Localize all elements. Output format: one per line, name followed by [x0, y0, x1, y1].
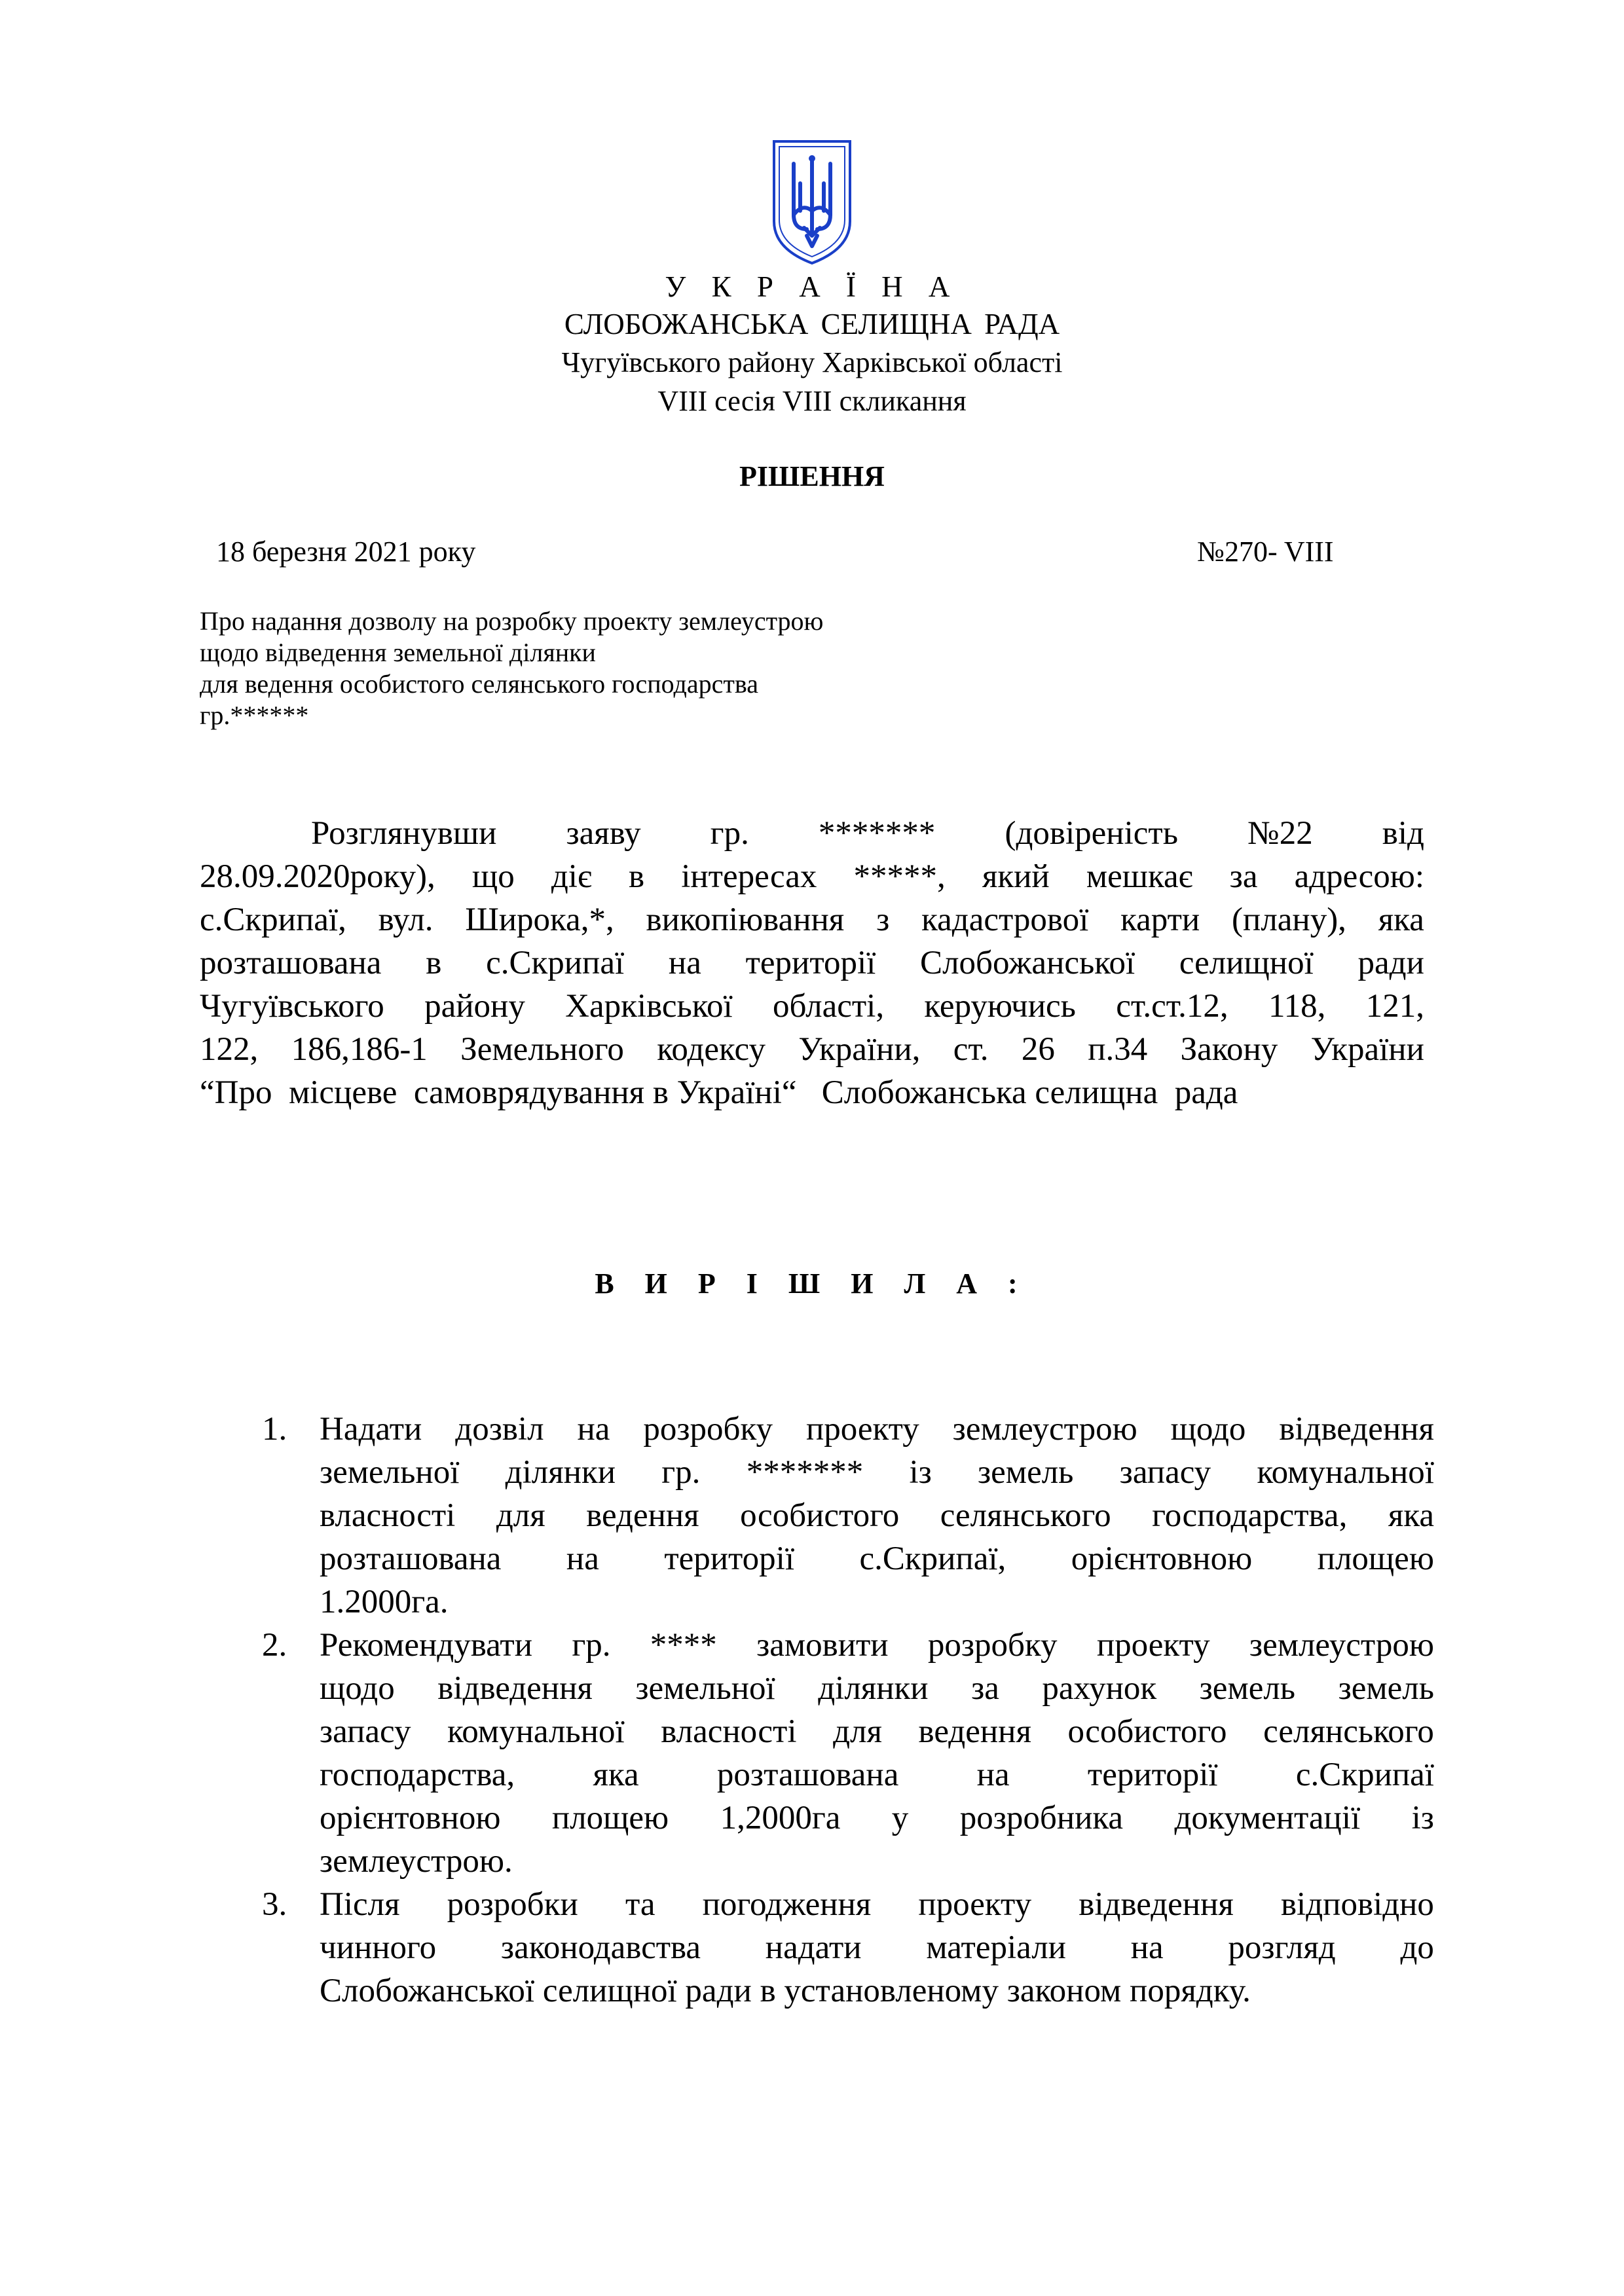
word: власності	[320, 1497, 456, 1534]
word: Харківської	[565, 988, 733, 1025]
word: розробку	[927, 1627, 1058, 1664]
word: відповідно	[1280, 1886, 1434, 1923]
list-item	[262, 1624, 1434, 1883]
word: за	[1229, 858, 1258, 895]
word: щодо	[320, 1670, 395, 1707]
word: 122,	[200, 1031, 259, 1068]
word: площею	[1317, 1540, 1434, 1577]
district-name: Чугуївського району Харківської області	[561, 346, 1063, 378]
word: для	[496, 1497, 545, 1534]
word: в	[426, 945, 442, 981]
word: погодження	[702, 1886, 872, 1923]
country-name: У К Р А Ї Н А	[665, 270, 959, 303]
word: заяву	[566, 815, 641, 852]
word: (довіреність	[1005, 815, 1178, 852]
word: Широка,*,	[465, 902, 614, 938]
word: розташована	[200, 945, 382, 981]
word: с.Скрипаї,	[200, 902, 346, 938]
word: проекту	[918, 1886, 1032, 1923]
word: кадастрової	[921, 902, 1089, 938]
word: комунальної	[1257, 1454, 1434, 1491]
word: земельної	[635, 1670, 775, 1707]
session-info: VIII сесія VIII скликання	[657, 385, 967, 417]
word: із	[909, 1454, 932, 1491]
word: законодавства	[500, 1929, 701, 1966]
word: до	[1400, 1929, 1434, 1966]
word: викопіювання	[646, 902, 845, 938]
word: *******	[746, 1454, 864, 1491]
word: надати	[765, 1929, 862, 1966]
word: ділянки	[818, 1670, 929, 1707]
word: проекту	[1096, 1627, 1210, 1664]
word: мешкає	[1086, 858, 1193, 895]
word: на	[577, 1411, 610, 1448]
word: замовити	[756, 1627, 889, 1664]
word: яка	[1388, 1497, 1434, 1534]
item-line: 1.2000га.	[320, 1584, 449, 1620]
word: щодо	[1170, 1411, 1246, 1448]
subject-line: для ведення особистого селянського господарства	[200, 669, 758, 699]
word: комунальної	[447, 1713, 625, 1750]
item-line	[320, 1494, 1434, 1537]
word: 121,	[1365, 988, 1424, 1025]
item-line	[320, 1667, 1434, 1710]
word: гр.	[572, 1627, 611, 1664]
word: із	[1411, 1800, 1434, 1836]
word: за	[971, 1670, 999, 1707]
word: України	[1310, 1031, 1424, 1068]
preamble-line	[200, 1028, 1424, 1071]
decision-date: 18 березня 2021 року	[216, 536, 476, 568]
word: орієнтовною	[1071, 1540, 1253, 1577]
word: землеустрою	[952, 1411, 1137, 1448]
preamble-line	[200, 812, 1424, 855]
word: діє	[551, 858, 592, 895]
word: власності	[661, 1713, 797, 1750]
word: на	[1130, 1929, 1164, 1966]
item-number: 1.	[262, 1411, 287, 1448]
item-line	[320, 1753, 1434, 1796]
word: с.Скрипаї	[1295, 1757, 1434, 1793]
preamble-paragraph	[200, 812, 1424, 1114]
word: ст.ст.12,	[1116, 988, 1228, 1025]
word: у	[891, 1800, 909, 1836]
word: земель	[1199, 1670, 1296, 1707]
word: території	[664, 1540, 794, 1577]
word: *******	[818, 815, 936, 852]
word: 1,2000га	[720, 1800, 841, 1836]
resolved-heading: В И Р І Ш И Л А :	[595, 1267, 1029, 1300]
word: ведення	[918, 1713, 1031, 1750]
decision-items-list	[262, 1408, 1434, 2013]
item-line: Слобожанської селищної ради в установленому законом порядку.	[320, 1973, 1251, 2009]
word: Закону	[1180, 1031, 1278, 1068]
list-item	[262, 1408, 1434, 1624]
decision-subject	[200, 606, 986, 731]
word: вул.	[378, 902, 434, 938]
word: карти	[1120, 902, 1200, 938]
preamble-line	[200, 985, 1424, 1028]
item-line	[320, 1624, 1434, 1667]
word: особистого	[740, 1497, 900, 1534]
item-line: землеустрою.	[320, 1843, 513, 1880]
word: від	[1382, 815, 1424, 852]
word: розробки	[447, 1886, 578, 1923]
word: в	[628, 858, 645, 895]
word: Слобожанської	[920, 945, 1135, 981]
word: адресою:	[1294, 858, 1424, 895]
word: розробку	[643, 1411, 773, 1448]
word: керуючись	[924, 988, 1076, 1025]
word: чинного	[320, 1929, 437, 1966]
council-name: СЛОБОЖАНСЬКА СЕЛИЩНА РАДА	[564, 308, 1060, 340]
word: проекту	[805, 1411, 919, 1448]
word: селищної	[1179, 945, 1314, 981]
preamble-line: “Про місцеве самоврядування в Україні“ Слобожанська селищна рада	[200, 1074, 1238, 1111]
word: Після	[320, 1886, 400, 1923]
word: інтересах	[681, 858, 817, 895]
word: рахунок	[1042, 1670, 1157, 1707]
word: селянського	[940, 1497, 1111, 1534]
ukraine-trident-emblem-icon	[770, 137, 854, 266]
word: який	[982, 858, 1050, 895]
word: розгляд	[1228, 1929, 1336, 1966]
item-line	[320, 1883, 1434, 1926]
word: ст.	[953, 1031, 989, 1068]
subject-line: Про надання дозволу на розробку проекту землеустрою	[200, 606, 824, 636]
item-line	[320, 1710, 1434, 1753]
word: розробника	[959, 1800, 1124, 1836]
word: відведення	[1279, 1411, 1434, 1448]
preamble-line	[200, 855, 1424, 898]
word: та	[625, 1886, 655, 1923]
word: району	[424, 988, 525, 1025]
word: 28.09.2020року),	[200, 858, 435, 895]
word: документації	[1174, 1800, 1361, 1836]
subject-line: щодо відведення земельної ділянки	[200, 638, 596, 667]
word: Земельного	[460, 1031, 624, 1068]
word: матеріали	[926, 1929, 1066, 1966]
word: №22	[1247, 815, 1313, 852]
word: розташована	[320, 1540, 502, 1577]
word: ведення	[586, 1497, 699, 1534]
word: відведення	[437, 1670, 593, 1707]
word: для	[833, 1713, 882, 1750]
word: України,	[798, 1031, 921, 1068]
decision-number: №270- VIII	[1197, 536, 1334, 568]
subject-line: гр.******	[200, 701, 309, 730]
item-line	[320, 1796, 1434, 1840]
word: земельної	[320, 1454, 460, 1491]
word: 118,	[1268, 988, 1326, 1025]
word: *****,	[853, 858, 946, 895]
word: господарства,	[320, 1757, 515, 1793]
item-line	[320, 1408, 1434, 1451]
word: гр.	[710, 815, 749, 852]
word: що	[471, 858, 515, 895]
word: землеустрою	[1249, 1627, 1434, 1664]
word: с.Скрипаї,	[859, 1540, 1006, 1577]
word: гр.	[661, 1454, 701, 1491]
word: на	[566, 1540, 599, 1577]
item-number: 2.	[262, 1627, 287, 1664]
word: орієнтовною	[320, 1800, 501, 1836]
word: земель	[978, 1454, 1074, 1491]
word: 26	[1021, 1031, 1055, 1068]
word: господарства,	[1152, 1497, 1348, 1534]
word: на	[976, 1757, 1010, 1793]
item-line	[320, 1926, 1434, 1969]
word: області,	[772, 988, 885, 1025]
word: з	[876, 902, 890, 938]
word: на	[668, 945, 701, 981]
word: (плану),	[1232, 902, 1346, 938]
word: с.Скрипаї	[486, 945, 625, 981]
word: п.34	[1088, 1031, 1148, 1068]
preamble-line	[200, 941, 1424, 985]
word: запасу	[1119, 1454, 1211, 1491]
word: Чугуївського	[200, 988, 384, 1025]
word: ****	[650, 1627, 717, 1664]
word: Рекомендувати	[320, 1627, 533, 1664]
word: яка	[1378, 902, 1424, 938]
word: 186,186-1	[291, 1031, 428, 1068]
word: відведення	[1079, 1886, 1234, 1923]
word: ради	[1357, 945, 1424, 981]
word: особистого	[1067, 1713, 1227, 1750]
item-line	[320, 1537, 1434, 1580]
word: території	[745, 945, 876, 981]
word: ділянки	[505, 1454, 616, 1491]
item-line	[320, 1451, 1434, 1494]
word: запасу	[320, 1713, 411, 1750]
item-number: 3.	[262, 1886, 287, 1923]
word: Надати	[320, 1411, 422, 1448]
word: яка	[593, 1757, 639, 1793]
preamble-line	[200, 898, 1424, 941]
document-type-title: РІШЕННЯ	[739, 460, 885, 492]
list-item	[262, 1883, 1434, 2013]
word: території	[1087, 1757, 1218, 1793]
word: площею	[551, 1800, 669, 1836]
word: селянського	[1263, 1713, 1434, 1750]
word: розташована	[716, 1757, 899, 1793]
word: Розглянувши	[311, 815, 497, 852]
word: дозвіл	[455, 1411, 544, 1448]
word: земель	[1338, 1670, 1434, 1707]
word: кодексу	[657, 1031, 766, 1068]
